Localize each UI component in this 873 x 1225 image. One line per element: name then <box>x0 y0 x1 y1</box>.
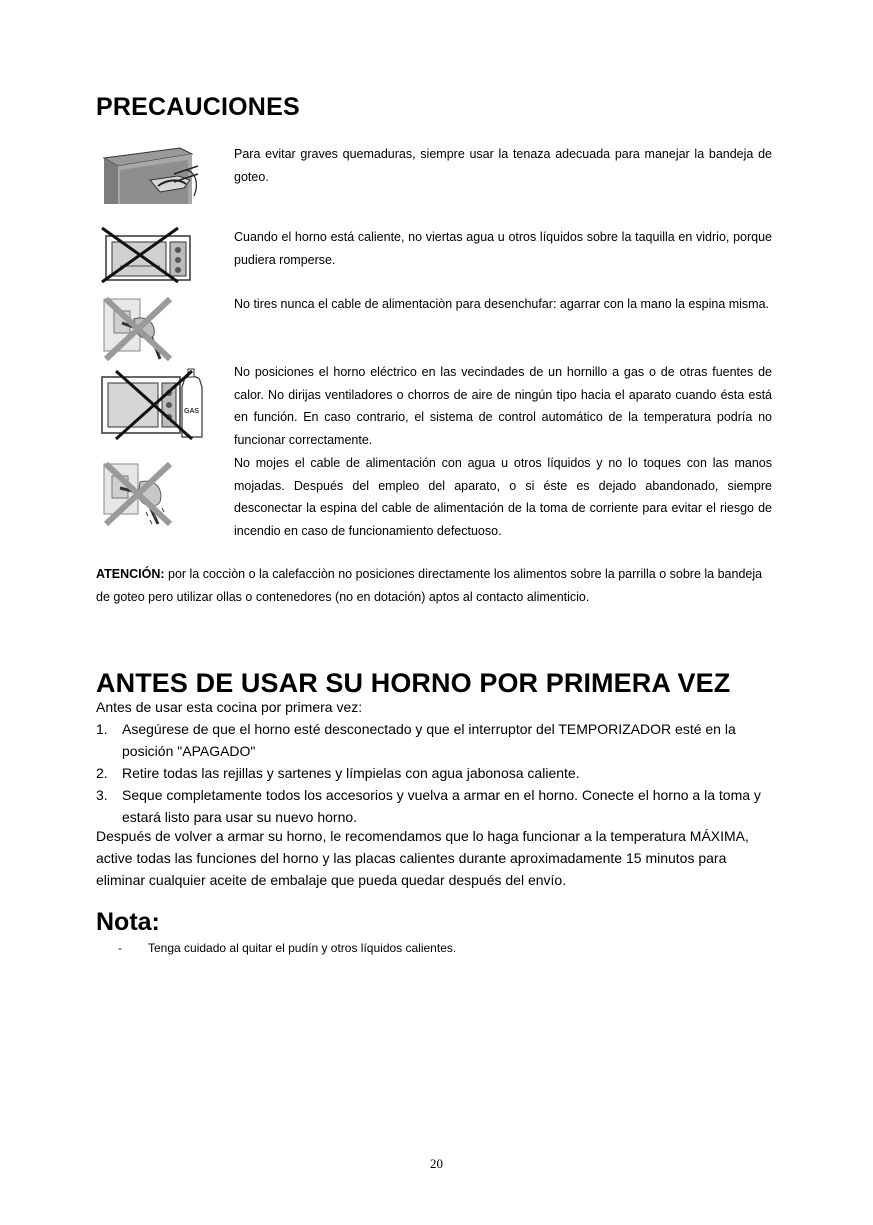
step-text: Retire todas las rejillas y sartenes y límpielas con agua jabonosa caliente. <box>122 765 580 781</box>
nota-bullet: - <box>118 941 122 955</box>
no-pull-cable-icon <box>100 293 210 366</box>
precaution-text: No tires nunca el cable de alimentaciòn para desenchufar: agarrar con la mano la espina misma. <box>234 297 770 311</box>
nota-item <box>118 939 456 957</box>
step-text: Asegúrese de que el horno esté desconectado y que el interruptor del TEMPORIZADOR esté en la posición "APAGADO" <box>122 721 736 759</box>
after-paragraph: Después de volver a armar su horno, le recomendamos que lo haga funcionar a la temperatura MÁXIMA, active todas las funciones del horno y las placas calientes durante aproximadamente 15 minutos para eliminar cualquier aceite de embalaje que pueda quedar después del envío. <box>96 828 749 888</box>
precaution-text: Para evitar graves quemaduras, siempre usar la tenaza adecuada para manejar la bandeja de goteo. <box>234 147 772 184</box>
precaution-item <box>96 226 776 286</box>
precaution-item <box>96 452 776 547</box>
step-number: 1. <box>96 721 108 737</box>
attention-label: ATENCIÓN: <box>96 567 165 581</box>
precaution-text: Cuando el horno está caliente, no viertas agua u otros líquidos sobre la taquilla en vidrio, porque pudiera romperse. <box>234 230 772 267</box>
precauciones-title: PRECAUCIONES <box>96 93 300 121</box>
step-text: Seque completamente todos los accesorios y vuelva a armar en el horno. Conecte el horno a la toma y estará listo para usar su nuevo horno. <box>122 787 761 825</box>
no-wet-hands-plug-icon <box>100 452 210 531</box>
no-gas-nearby-icon <box>100 361 210 446</box>
attention-paragraph <box>96 563 772 608</box>
precaution-item <box>96 140 776 210</box>
antes-intro: Antes de usar esta cocina por primera vez: <box>96 699 363 715</box>
page-number: 20 <box>430 1156 443 1171</box>
precaution-text: No mojes el cable de alimentación con agua u otros líquidos y no lo toques con las manos mojadas. Después del empleo del aparato, o si éste es dejado abandonado, siempre desconectar la espina del cable de alimentación de la toma de corriente para evitar el riesgo de incendio en caso de funcionamiento defectuoso. <box>234 456 772 538</box>
nota-title: Nota: <box>96 908 160 936</box>
step-item <box>96 762 776 784</box>
precaution-text: No posiciones el horno eléctrico en las vecindades de un hornillo a gas o de otras fuentes de calor. No dirijas ventiladores o chorros de aire de ningún tipo hacia el aparato cuando ésta está en función. En caso contrario, el sistema de control automático de la temperatura podría no funcionar correctamente. <box>234 365 772 447</box>
step-item <box>96 718 776 762</box>
step-number: 3. <box>96 787 108 803</box>
gas-label: GAS <box>184 408 200 415</box>
precaution-item <box>96 361 776 451</box>
hot-tray-tongs-icon <box>100 140 210 211</box>
step-number: 2. <box>96 765 108 781</box>
steps-list <box>96 718 776 828</box>
no-water-on-glass-icon <box>100 226 210 289</box>
step-item <box>96 784 776 828</box>
antes-title: ANTES DE USAR SU HORNO POR PRIMERA VEZ <box>96 668 731 698</box>
precaution-item <box>96 293 776 363</box>
attention-text: por la cocciòn o la calefacciòn no posiciones directamente los alimentos sobre la parrilla o sobre la bandeja de goteo pero utilizar ollas o contenedores (no en dotación) aptos al contacto alimenticio. <box>96 567 763 604</box>
nota-text: Tenga cuidado al quitar el pudín y otros líquidos calientes. <box>148 941 457 955</box>
